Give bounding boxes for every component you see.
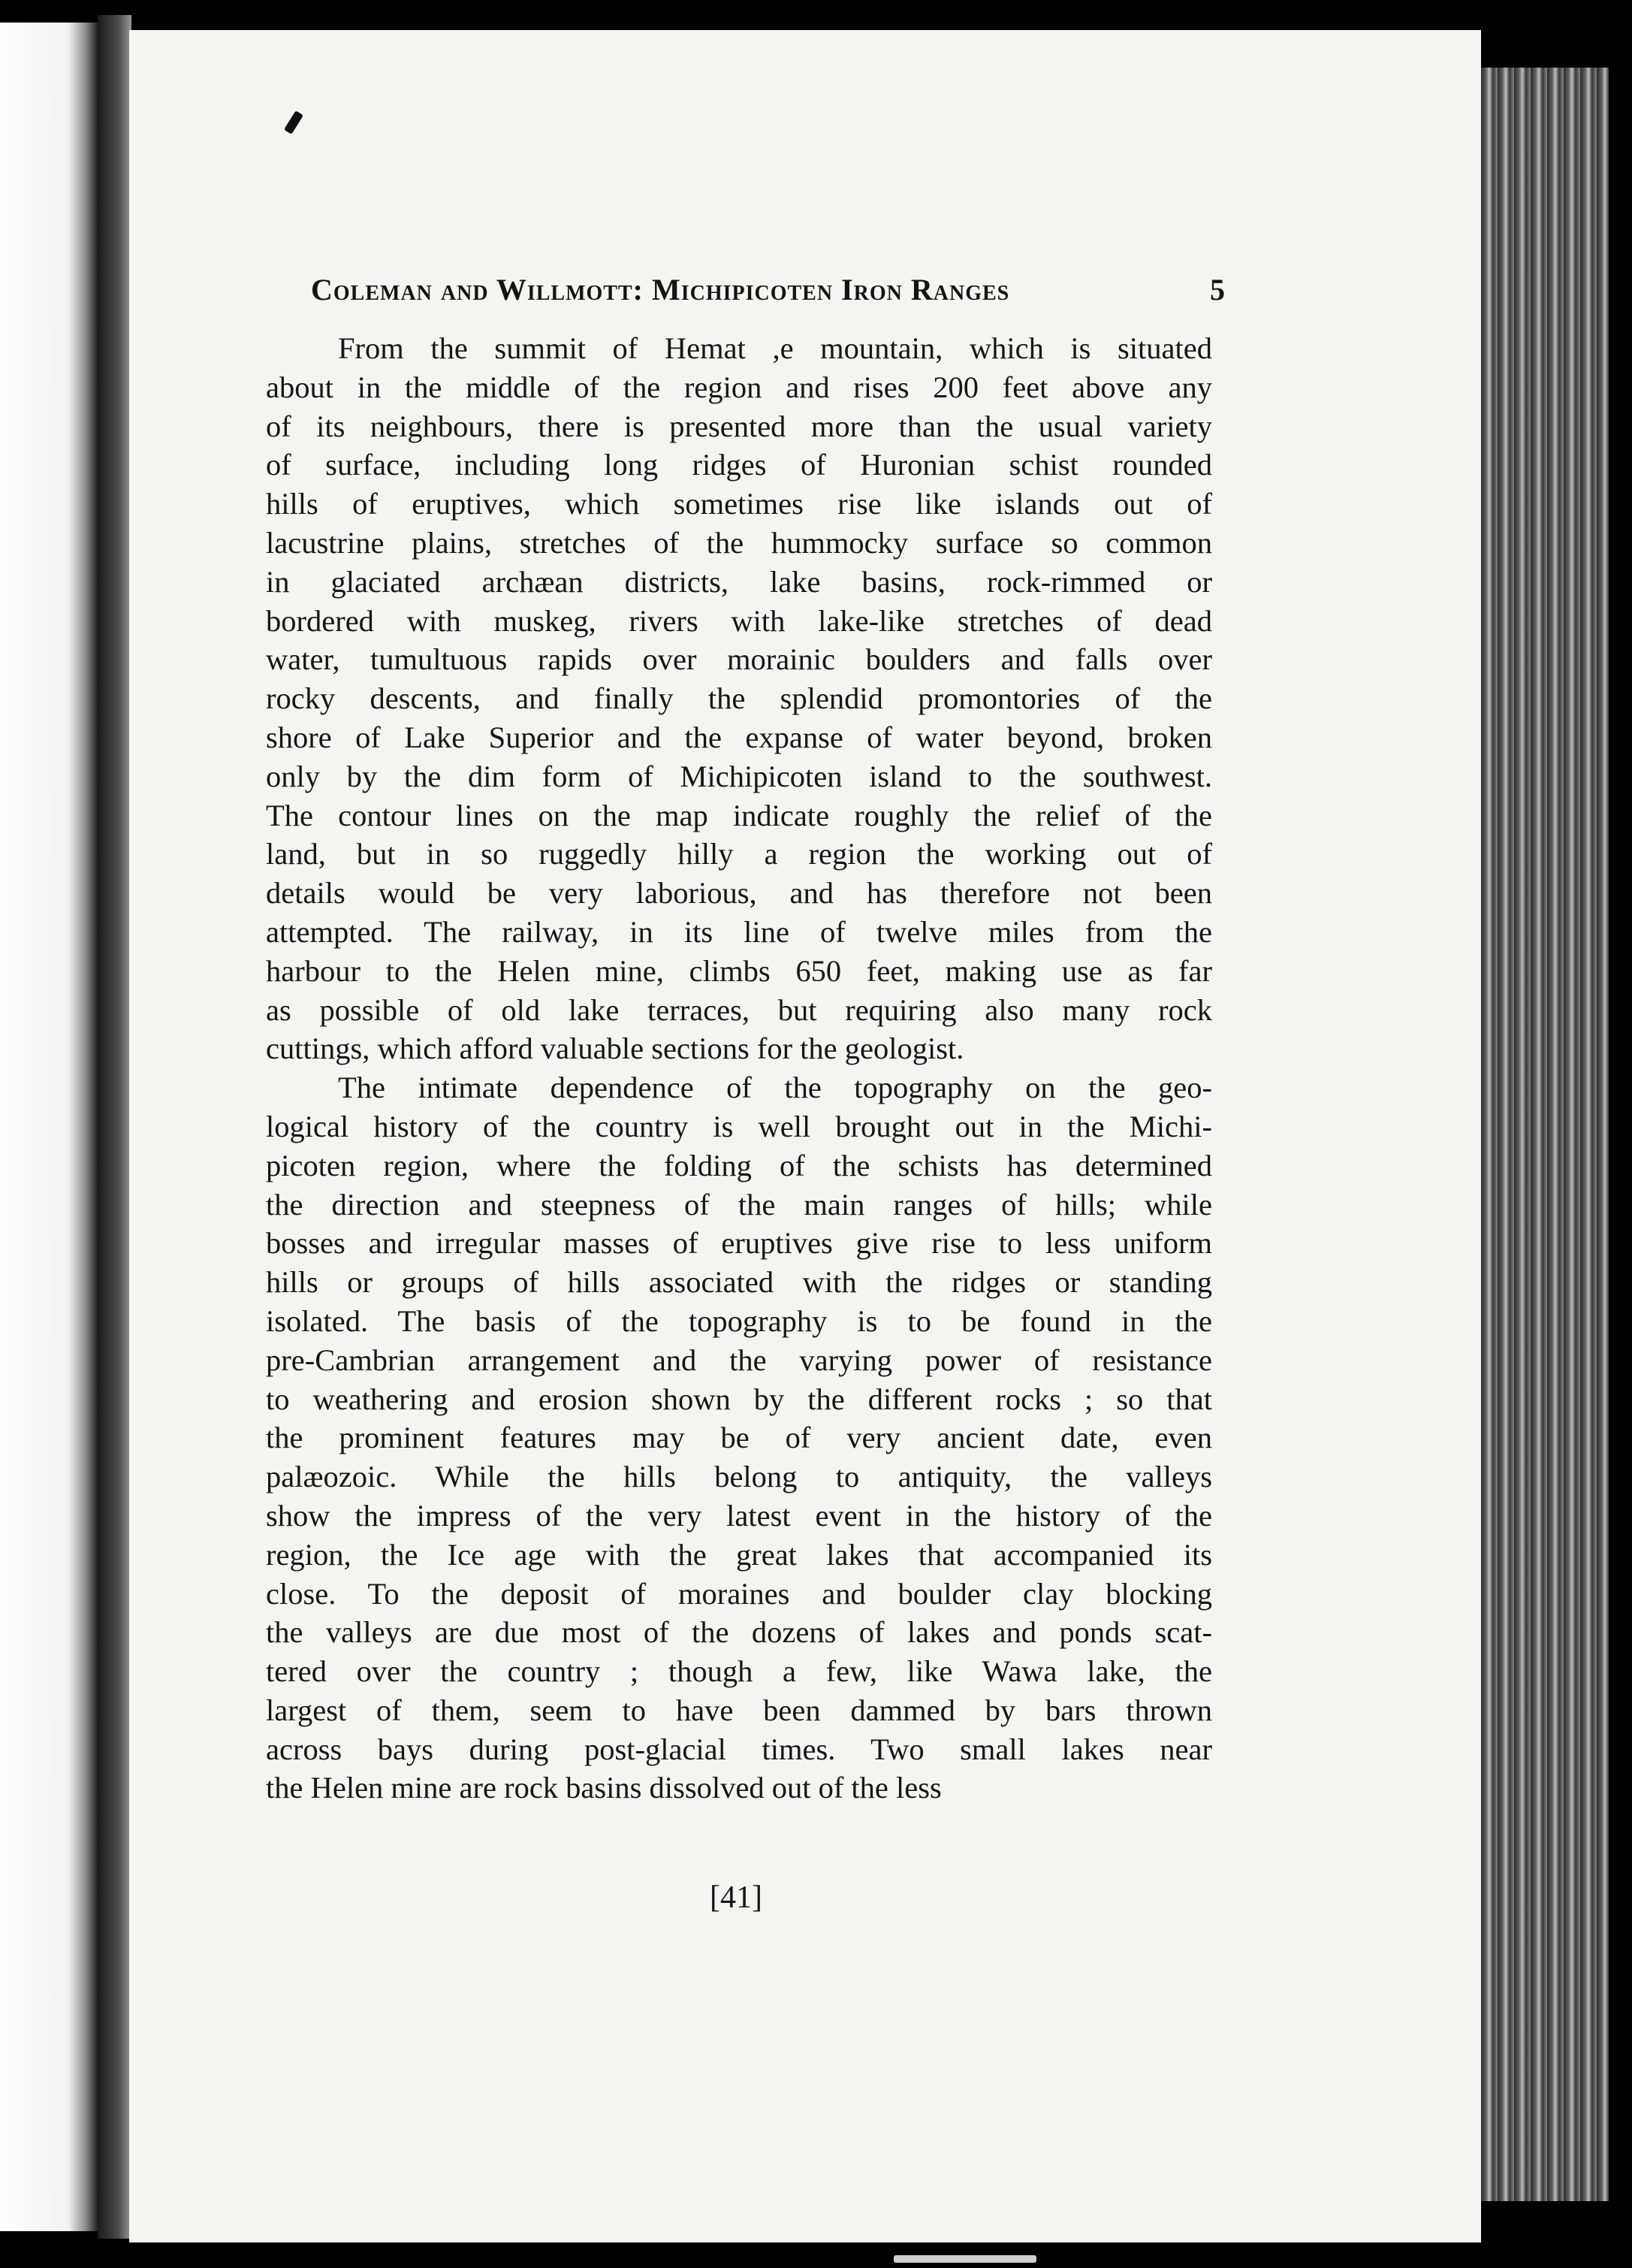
text-line: close. To the deposit of moraines and boulder clay blocking <box>266 1576 1212 1611</box>
text-line: across bays during post-glacial times. Two small lakes near <box>266 1732 1212 1766</box>
text-line: bosses and irregular masses of eruptives give rise to less uniform <box>266 1226 1212 1261</box>
text-line: the prominent features may be of very ancient date, even <box>266 1421 1212 1455</box>
text-line: largest of them, seem to have been dammed by bars thrown <box>266 1693 1212 1727</box>
text-line: region, the Ice age with the great lakes that accompanied its <box>266 1537 1212 1572</box>
running-head-title: Coleman and Willmott: Michipicoten Iron Ranges <box>311 273 1010 307</box>
text-line: of surface, including long ridges of Huronian schist rounded <box>266 448 1212 482</box>
page-number: 5 <box>1210 273 1226 307</box>
text-line: the valleys are due most of the dozens of lakes and ponds scat- <box>266 1615 1212 1650</box>
running-head <box>311 272 1226 307</box>
text-line: land, but in so ruggedly hilly a region the working out of <box>266 837 1212 871</box>
text-line: cuttings, which afford valuable sections for the geologist. <box>266 1031 964 1066</box>
page-stack-edge <box>1481 68 1609 2201</box>
text-line: harbour to the Helen mine, climbs 650 feet, making use as far <box>266 953 1212 988</box>
text-line: bordered with muskeg, rivers with lake-like stretches of dead <box>266 603 1212 638</box>
signature-mark: [41] <box>710 1880 762 1915</box>
text-line: of its neighbours, there is presented more than the usual variety <box>266 409 1212 443</box>
text-line: lacustrine plains, stretches of the hummocky surface so common <box>266 525 1212 560</box>
text-line: only by the dim form of Michipicoten island to the southwest. <box>266 759 1212 793</box>
text-line: in glaciated archæan districts, lake basins, rock-rimmed or <box>266 564 1212 599</box>
text-line: rocky descents, and finally the splendid promontories of the <box>266 681 1212 716</box>
text-line: tered over the country ; though a few, like Wawa lake, the <box>266 1654 1212 1689</box>
text-line: hills or groups of hills associated with the ridges or standing <box>266 1265 1212 1300</box>
text-line: shore of Lake Superior and the expanse of water beyond, broken <box>266 720 1212 754</box>
text-line: pre-Cambrian arrangement and the varying power of resistance <box>266 1342 1212 1377</box>
text-line: From the summit of Hemat ,e mountain, which is situated <box>338 331 1212 365</box>
text-line: isolated. The basis of the topography is to be found in the <box>266 1303 1212 1338</box>
text-line: to weathering and erosion shown by the different rocks ; so that <box>266 1382 1212 1416</box>
text-line: details would be very laborious, and has therefore not been <box>266 876 1212 911</box>
text-line: palæozoic. While the hills belong to antiquity, the valleys <box>266 1460 1212 1494</box>
text-line: hills of eruptives, which sometimes rise like islands out of <box>266 487 1212 521</box>
text-line: as possible of old lake terraces, but requiring also many rock <box>266 992 1212 1027</box>
body-text <box>266 329 1212 1807</box>
text-line: the direction and steepness of the main ranges of hills; while <box>266 1187 1212 1222</box>
text-line: water, tumultuous rapids over morainic boulders and falls over <box>266 642 1212 677</box>
book-gutter <box>98 15 131 2239</box>
scan-artifact <box>894 2255 1036 2263</box>
text-line: picoten region, where the folding of the schists has determined <box>266 1148 1212 1182</box>
facing-page-edge <box>0 23 98 2231</box>
text-line: attempted. The railway, in its line of twelve miles from the <box>266 914 1212 949</box>
text-line: The intimate dependence of the topography on the geo- <box>338 1071 1212 1105</box>
text-line: The contour lines on the map indicate roughly the relief of the <box>266 798 1212 832</box>
text-line: logical history of the country is well brought out in the Michi- <box>266 1109 1212 1143</box>
text-line: the Helen mine are rock basins dissolved out of the less <box>266 1771 942 1805</box>
text-line: show the impress of the very latest event in the history of the <box>266 1498 1212 1533</box>
text-line: about in the middle of the region and rises 200 feet above any <box>266 370 1212 404</box>
